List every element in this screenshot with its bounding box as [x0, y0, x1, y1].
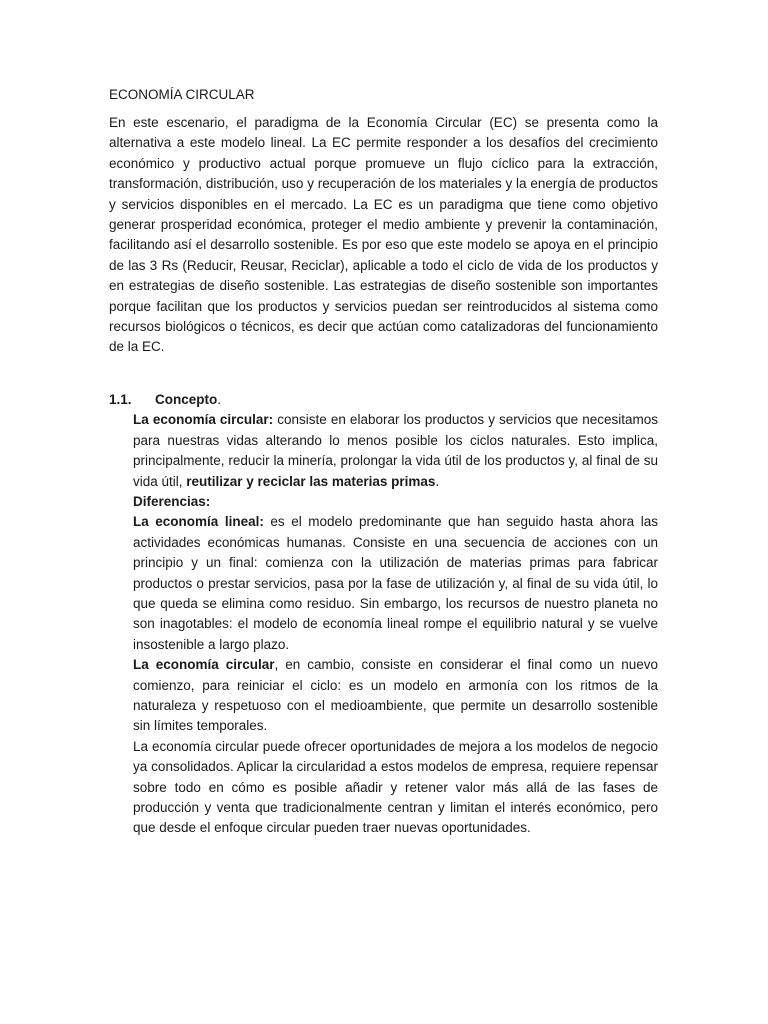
- definition-circular-text-a: consiste en elaborar los productos y servicios que necesitamos para nuestras vidas alterando lo menos posible los ciclos naturales. Esto implica, principalmente, reducir la minería, prolongar la vida útil de los productos y, al final de su vida útil,: [133, 412, 658, 489]
- intro-paragraph: En este escenario, el paradigma de la Economía Circular (EC) se presenta como la alternativa a este modelo lineal. La EC permite responder a los desafíos del crecimiento económico y productivo actual porque promueve un flujo cíclico para la extracción, transformación, distribución, uso y recuperación de los materiales y la energía de productos y servicios disponibles en el mercado. La EC es un paradigma que tiene como objetivo generar prosperidad económica, proteger el medio ambiente y prevenir la contaminación, facilitando así el desarrollo sostenible. Es por eso que este modelo se apoya en el principio de las 3 Rs (Reducir, Reusar, Reciclar), aplicable a todo el ciclo de vida de los productos y en estrategias de diseño sostenible. Las estrategias de diseño sostenible son importantes porque facilitan que los productos y servicios puedan ser reintroducidos al sistema como recursos biológicos o técnicos, es decir que actúan como catalizadoras del funcionamiento de la EC.: [109, 115, 658, 355]
- section-name: Concepto: [155, 391, 218, 407]
- diferencias-label-text: Diferencias:: [133, 493, 211, 509]
- closing-paragraph: La economía circular puede ofrecer oportunidades de mejora a los modelos de negocio ya consolidados. Aplicar la circularidad a estos modelos de empresa, requiere repensar sobre todo en cómo es posible añadir y retener valor más allá de las fases de producción y venta que tradicionalmente centran y limitan el interés económico, pero que desde el enfoque circular pueden traer nuevas oportunidades.: [133, 738, 658, 836]
- definition-lineal-term: La economía lineal:: [133, 514, 264, 530]
- definition-circular-emphasis: reutilizar y reciclar las materias primas: [186, 473, 436, 489]
- definition-lineal: [133, 512, 658, 655]
- section-heading: [109, 390, 658, 410]
- document-title: ECONOMÍA CIRCULAR: [109, 87, 255, 102]
- definition-circular-text-b: .: [435, 473, 440, 489]
- diferencias-label: [133, 492, 658, 512]
- definition-circular: [133, 410, 658, 492]
- section-name-suffix: .: [217, 391, 222, 407]
- section-body: [133, 410, 658, 839]
- section-number: 1.1.: [109, 391, 132, 407]
- section-title: [155, 390, 221, 410]
- definition-circular-2: [133, 655, 658, 737]
- definition-circular-2-text: , en cambio, consiste en considerar el final como un nuevo comienzo, para reiniciar el ciclo: es un modelo en armonía con los ritmos de la naturaleza y respetuoso con el medioambiente, que permite un desarrollo sostenible sin límites temporales.: [133, 657, 658, 734]
- definition-lineal-text: es el modelo predominante que han seguido hasta ahora las actividades económicas humanas. Consiste en una secuencia de acciones con un principio y un final: comienza con la utilización de materias primas para fabricar productos o prestar servicios, pasa por la fase de utilización y, al final de su vida útil, lo que queda se elimina como residuo. Sin embargo, los recursos de nuestro planeta no son inagotables: el modelo de economía lineal rompe el equilibrio natural y se vuelve insostenible a largo plazo.: [133, 514, 658, 652]
- definition-circular-term: La economía circular:: [133, 412, 274, 428]
- definition-circular-2-term: La economía circular: [133, 657, 275, 673]
